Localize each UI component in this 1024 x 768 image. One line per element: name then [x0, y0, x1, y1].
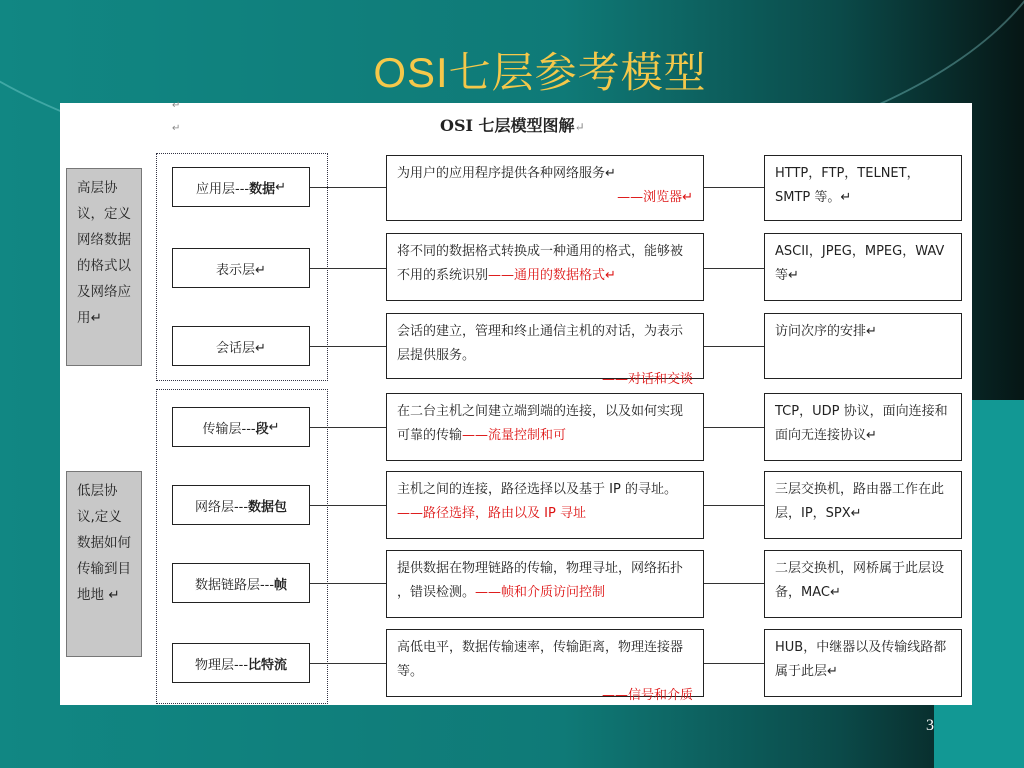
connector-line — [704, 427, 764, 428]
diagram-title — [440, 113, 585, 136]
description-annotation: ——对话和交谈 — [601, 372, 693, 387]
layer-name: 传输层--- — [202, 421, 256, 437]
description-annotation: ——信号和介质 — [601, 688, 693, 703]
layer-transport — [172, 407, 310, 447]
layer-protocols: 访问次序的安排↵ — [764, 313, 962, 379]
layer-description — [386, 313, 704, 387]
return-mark: ↵ — [172, 100, 181, 111]
layer-presentation — [172, 248, 310, 288]
layer-pdu: 段 — [255, 421, 269, 437]
layer-name: 会话层↵ — [216, 340, 266, 356]
upper-layers-group: 高层协议，定义网络数据的格式以及网络应用↵ — [66, 168, 142, 366]
layer-protocols: 二层交换机，网桥属于此层设备，MAC↵ — [764, 550, 962, 618]
layer-data-link — [172, 563, 310, 603]
description-text: 主机之间的连接，路径选择以及基于 IP 的寻址。 — [397, 482, 677, 497]
layer-pdu: 数据 — [249, 181, 276, 197]
connector-line — [310, 427, 386, 428]
layer-description — [386, 155, 704, 221]
return-mark: ↵ — [574, 120, 585, 134]
layer-description — [386, 550, 704, 618]
connector-line — [704, 187, 764, 188]
layer-protocols: HTTP，FTP，TELNET，SMTP 等。↵ — [764, 155, 962, 221]
layer-name: 表示层↵ — [216, 262, 266, 278]
layer-name: 数据链路层--- — [194, 577, 275, 593]
layer-protocols: ASCII，JPEG，MPEG，WAV 等↵ — [764, 233, 962, 301]
description-text: 提供数据在物理链路的传输，物理寻址，网络拓扑 ，错误检测。 — [397, 561, 684, 600]
description-annotation: ——路径选择，路由以及 IP 寻址 — [397, 506, 586, 521]
description-text: 会话的建立，管理和终止通信主机的对话，为表示层提供服务。 — [397, 324, 684, 363]
return-mark: ↵ — [172, 123, 181, 134]
layer-name: 物理层--- — [194, 657, 249, 673]
page-number: 3 — [926, 717, 934, 734]
description-text: 在二台主机之间建立端到端的连接，以及如何实现可靠的传输 — [397, 404, 684, 443]
description-text: 为用户的应用程序提供各种网络服务↵ — [397, 166, 616, 181]
layer-physical — [172, 643, 310, 683]
connector-line — [704, 505, 764, 506]
description-annotation: ——通用的数据格式↵ — [488, 268, 616, 283]
connector-line — [310, 187, 386, 188]
layer-pdu: 帧 — [274, 577, 288, 593]
lower-layers-group: 低层协议,定义数据如何传输到目地地 ↵ — [66, 471, 142, 657]
layer-protocols: 三层交换机，路由器工作在此层，IP，SPX↵ — [764, 471, 962, 539]
layer-description — [386, 471, 704, 539]
connector-line — [310, 346, 386, 347]
description-text: 将不同的数据格式转换成一种通用的格式，能够被不用的系统识别 — [397, 244, 684, 283]
slide-title: OSI七层参考模型 — [373, 49, 707, 96]
connector-line — [310, 583, 386, 584]
description-text: 高低电平，数据传输速率，传输距离，物理连接器等。 — [397, 640, 684, 679]
layer-name: 网络层--- — [194, 499, 249, 515]
layer-description — [386, 393, 704, 461]
description-annotation: ——浏览器↵ — [617, 190, 693, 205]
description-annotation: ——帧和介质访问控制 — [475, 585, 606, 600]
return-mark: ↵ — [275, 179, 286, 195]
layer-description — [386, 629, 704, 703]
connector-line — [704, 346, 764, 347]
layer-name: 应用层--- — [196, 181, 250, 197]
osi-diagram-image — [60, 100, 972, 705]
connector-line — [310, 663, 386, 664]
return-mark: ↵ — [268, 419, 280, 435]
layer-protocols: HUB，中继器以及传输线路都属于此层↵ — [764, 629, 962, 697]
layer-pdu: 数据包 — [248, 499, 288, 515]
connector-line — [310, 505, 386, 506]
layer-network — [172, 485, 310, 525]
connector-line — [704, 268, 764, 269]
connector-line — [310, 268, 386, 269]
layer-session — [172, 326, 310, 366]
layer-pdu: 比特流 — [248, 657, 288, 673]
diagram-title-text: OSI 七层模型图解 — [440, 116, 575, 135]
description-annotation: ——流量控制和可 — [462, 428, 567, 443]
layer-description — [386, 233, 704, 301]
connector-line — [704, 583, 764, 584]
connector-line — [704, 663, 764, 664]
layer-protocols: TCP，UDP 协议，面向连接和面向无连接协议↵ — [764, 393, 962, 461]
layer-application — [172, 167, 310, 207]
